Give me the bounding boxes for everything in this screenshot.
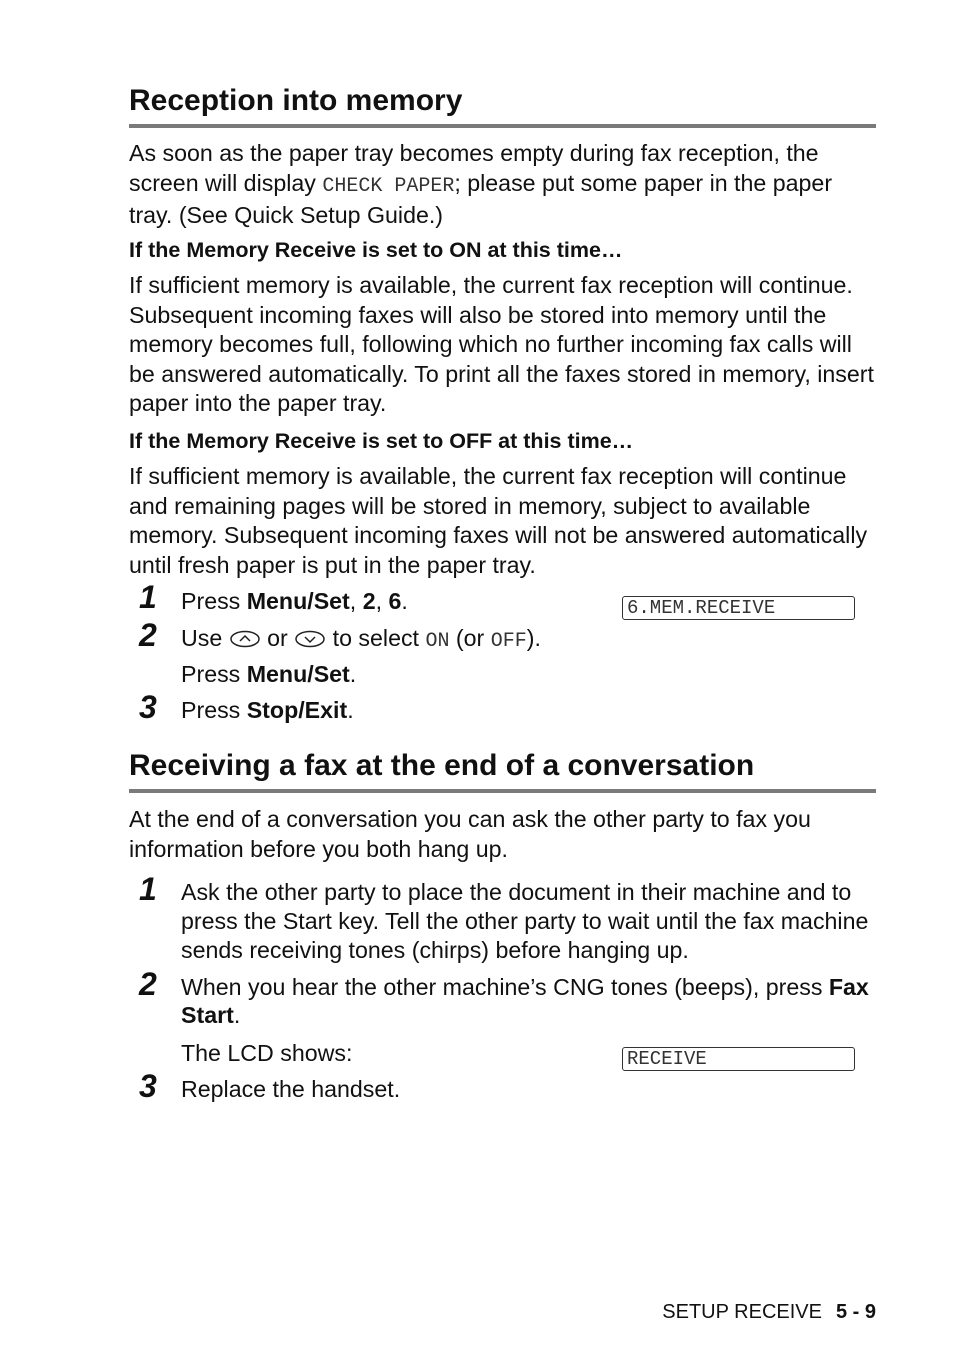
section-title-reception-into-memory: Reception into memory	[129, 84, 463, 117]
down-arrow-key-icon	[294, 629, 326, 649]
lcd-display: 6.MEM.RECEIVE	[622, 596, 855, 620]
step-1-text: Press Menu/Set, 2, 6.	[181, 588, 408, 614]
intro-paragraph: As soon as the paper tray becomes empty during fax reception, the screen will display CHECK PAPER; please put some paper in the paper tray. (See Quick Setup Guide.)	[129, 140, 833, 229]
lcd-display: RECEIVE	[622, 1047, 855, 1071]
section-title-receiving-fax-end-conversation: Receiving a fax at the end of a conversation	[129, 749, 755, 782]
up-arrow-key-icon	[229, 629, 261, 649]
step-3-text-2: Replace the handset.	[181, 1076, 401, 1102]
step-2-text-2: When you hear the other machine’s CNG tones (beeps), press Fax Start.	[181, 974, 869, 1028]
step-2-text: Use or to select ON (or OFF).	[181, 625, 541, 653]
step-number: 1	[139, 579, 157, 615]
intro-paragraph-2: At the end of a conversation you can ask the other party to fax you information before you both hang up.	[129, 806, 811, 862]
memory-on-paragraph: If sufficient memory is available, the current fax reception will continue. Subsequent incoming faxes will also be stored into memory until the memory becomes full, following which no further incoming fax calls will be answered automatically. To print all the faxes stored in memory, insert paper into the paper tray.	[129, 272, 874, 417]
lcd-inline-text: CHECK PAPER	[322, 174, 455, 198]
page-footer	[662, 1300, 876, 1324]
step-3-text: Press Stop/Exit.	[181, 697, 354, 723]
footer-section-name: SETUP RECEIVE	[662, 1301, 822, 1323]
step-2-press-text: Press Menu/Set.	[181, 661, 357, 687]
step-1-text-2: Ask the other party to place the document in their machine and to press the Start key. Tell the other party to wait until the fax machine sends receiving tones (chirps) before hanging up.	[181, 879, 869, 963]
page-number: 5 - 9	[835, 1301, 876, 1323]
section-rule	[129, 789, 876, 793]
step-number: 3	[139, 689, 157, 725]
step-number: 1	[139, 871, 157, 907]
memory-off-heading: If the Memory Receive is set to OFF at this time…	[129, 429, 634, 453]
step-number: 2	[139, 966, 157, 1002]
step-number: 2	[139, 617, 157, 653]
memory-on-heading: If the Memory Receive is set to ON at this time…	[129, 238, 623, 262]
step-number: 3	[139, 1068, 157, 1104]
lcd-label: The LCD shows:	[181, 1040, 353, 1066]
section-rule	[129, 124, 876, 128]
memory-off-paragraph: If sufficient memory is available, the current fax reception will continue and remaining pages will be stored in memory, subject to available memory. Subsequent incoming faxes will not be answered automatically until fresh paper is put in the paper tray.	[129, 463, 868, 578]
